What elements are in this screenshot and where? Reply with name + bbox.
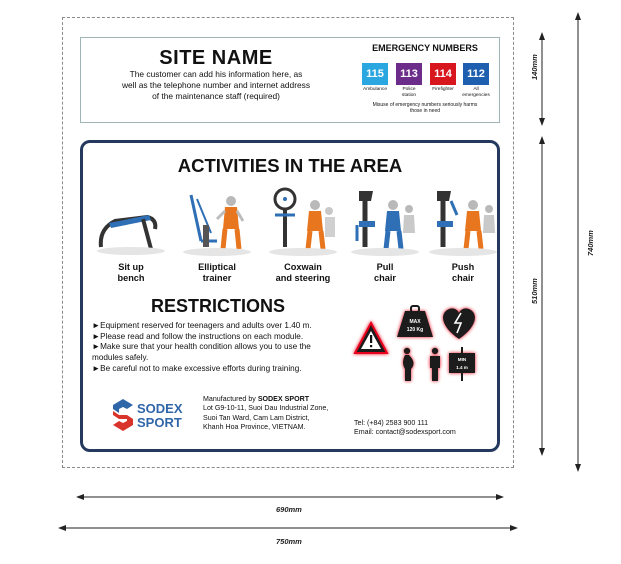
- dimension-panel-height: 510mm: [530, 278, 539, 304]
- emergency-label: Firefighter: [432, 87, 454, 92]
- activity-label-sit-up-bench: Sit up bench: [117, 262, 145, 283]
- pregnant-woman-icon: [403, 348, 414, 381]
- heart-icon: [443, 308, 475, 339]
- emergency-title: EMERGENCY NUMBERS: [372, 43, 478, 53]
- site-info-box: [80, 37, 500, 123]
- activity-label-elliptical-trainer: Elliptical trainer: [198, 262, 236, 283]
- max-weight-line1: MAX: [409, 319, 421, 325]
- activities-title: ACTIVITIES IN THE AREA: [177, 155, 403, 176]
- contact-tel: Tel: (+84) 2583 900 111: [354, 419, 429, 427]
- emergency-label: All emergencies: [462, 87, 490, 98]
- logo-line2: SPORT: [137, 415, 182, 430]
- elliptical-trainer-icon: [177, 185, 257, 261]
- min-height-icon: [449, 347, 475, 381]
- pull-chair-icon: [345, 185, 425, 261]
- manufacturer-address-line: Suoi Tan Ward, Cam Lam District,: [203, 413, 310, 422]
- emergency-number-badge: 113: [396, 63, 422, 85]
- emergency-item-all: [462, 63, 490, 98]
- emergency-item-police: [395, 63, 423, 98]
- emergency-numbers: [361, 63, 491, 103]
- max-weight-icon: [397, 306, 433, 337]
- min-height-line2: 1.4 m: [456, 365, 468, 370]
- restrictions-list: [92, 321, 352, 375]
- emergency-warning: Misuse of emergency numbers seriously harms those in need: [372, 102, 478, 114]
- restrictions-title: RESTRICTIONS: [150, 296, 285, 316]
- restriction-item: ►Please read and follow the instructions on each module.: [92, 331, 304, 341]
- emergency-number-badge: 114: [430, 63, 456, 85]
- restriction-item: ►Equipment reserved for teenagers and adults over 1.40 m.: [92, 321, 312, 330]
- push-chair-icon: [423, 185, 503, 261]
- emergency-label: Ambulance: [363, 87, 387, 92]
- emergency-number-badge: 115: [362, 63, 388, 85]
- activity-label-push-chair: Push chair: [451, 262, 475, 283]
- manufacturer-address-line: Khanh Hoa Province, VIETNAM.: [203, 423, 306, 432]
- dimension-top-height: 140mm: [530, 54, 539, 80]
- emergency-label: Police station: [401, 87, 417, 98]
- manufacturer-name: SODEX SPORT: [257, 395, 310, 403]
- dimension-panel-width: 690mm: [276, 505, 302, 514]
- contact-email: Email: contact@sodexsport.com: [354, 428, 456, 437]
- emergency-number-badge: 112: [463, 63, 489, 85]
- manufacturer-info: [203, 395, 328, 433]
- caution-icon: [355, 323, 387, 353]
- activity-label-pull-chair: Pull chair: [374, 262, 396, 283]
- manufacturer-address-line: Lot G9-10-11, Suoi Dau Industrial Zone,: [203, 404, 329, 413]
- site-description: The customer can add his information here, as well as the telephone number and internet address of the maintenance staff (required): [121, 69, 311, 101]
- coxwain-steering-icon: [263, 185, 343, 261]
- warning-icons: [351, 303, 491, 385]
- site-title: SITE NAME: [159, 47, 273, 69]
- activity-label-coxwain-steering: Coxwain and steering: [275, 262, 331, 283]
- restriction-item: ►Be careful not to make excessive efforts during training.: [92, 363, 302, 373]
- emergency-item-firefighter: [429, 63, 457, 93]
- sodex-sport-logo: [111, 397, 197, 433]
- max-weight-line2: 120 Kg: [406, 327, 424, 333]
- sit-up-bench-icon: [91, 185, 171, 261]
- dimension-total-height: 740mm: [586, 230, 595, 256]
- logo-line1: SODEX: [137, 401, 183, 416]
- person-icon: [430, 348, 440, 381]
- min-height-line1: MIN: [457, 357, 467, 362]
- restriction-item: ►Make sure that your health condition allows you to use the modules safely.: [92, 342, 311, 363]
- activities-panel: [80, 140, 500, 452]
- manufacturer-prefix: Manufactured by: [203, 395, 258, 403]
- emergency-item-ambulance: [361, 63, 389, 93]
- contact-info: [354, 419, 456, 438]
- dimension-total-width: 750mm: [276, 537, 302, 546]
